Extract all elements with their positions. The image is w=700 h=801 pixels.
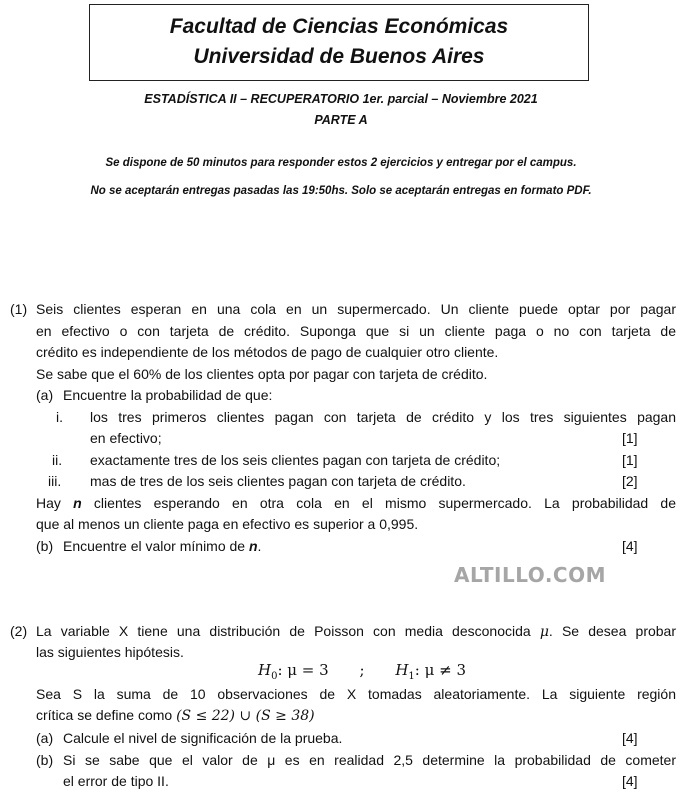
q1-n-variable: n: [73, 495, 82, 511]
q1a-label: (a): [36, 387, 54, 403]
q2-mu-symbol: μ: [539, 624, 549, 640]
q1-n-paragraph-line2: que al menos un cliente paga en efectivo es superior a 0,995.: [36, 516, 419, 532]
q2-paragraph-line1: La variable X tiene una distribución de Poisson con media desconocida μ. Se desea probar: [36, 623, 676, 640]
q1a-item-ii-text: exactamente tres de los seis clientes pagan con tarjeta de crédito;: [90, 452, 501, 468]
instruction-deadline: No se aceptarán entregas pasadas las 19:50hs. Solo se aceptarán entregas en formato PDF.: [90, 185, 592, 197]
q1a-item-iii-text: mas de tres de los seis clientes pagan con tarjeta de crédito.: [90, 473, 466, 489]
q1a-item-iii-number: iii.: [48, 473, 62, 489]
q1-number: (1): [10, 301, 28, 317]
q2-paragraph-line4: crítica se define como (S ≤ 22) ∪ (S ≥ 38): [36, 707, 315, 724]
q2a-text: Calcule el nivel de significación de la prueba.: [63, 730, 343, 746]
q1b-label: (b): [36, 538, 54, 554]
q1-paragraph-line4: Se sabe que el 60% de los clientes opta por pagar con tarjeta de crédito.: [36, 366, 488, 382]
q1a-item-ii-number: ii.: [52, 452, 63, 468]
header-box: [89, 4, 589, 81]
university-name: Universidad de Buenos Aires: [193, 45, 485, 68]
q1b-n-variable: n: [248, 538, 258, 554]
q1-n-paragraph-line1: Hay n clientes esperando en otra cola en el mismo supermercado. La probabilidad de: [36, 495, 676, 511]
q2a-points: [4]: [622, 730, 638, 746]
hypotheses-formula: $H_0$: μ = 3 ; $H_1$: μ ≠ 3: [258, 661, 466, 682]
q1-paragraph-line1: Seis clientes esperan en una cola en un supermercado. Un cliente puede optar por pagar: [36, 301, 676, 317]
q1a-item-iii-points: [2]: [622, 473, 638, 489]
q2b-label: (b): [36, 752, 54, 768]
q1a-text: Encuentre la probabilidad de que:: [63, 387, 273, 403]
q2-number: (2): [10, 623, 28, 639]
q1a-item-ii-points: [1]: [622, 452, 638, 468]
exam-title: ESTADÍSTICA II – RECUPERATORIO 1er. parcial – Noviembre 2021: [144, 92, 538, 106]
q1a-item-i-number: i.: [56, 409, 63, 425]
instruction-time: Se dispone de 50 minutos para responder estos 2 ejercicios y entregar por el campus.: [105, 157, 577, 169]
q2-paragraph-line3: Sea S la suma de 10 observaciones de X tomadas aleatoriamente. La siguiente región: [36, 686, 676, 702]
q2-paragraph-line2: las siguientes hipótesis.: [36, 644, 184, 660]
q1a-item-i-points: [1]: [622, 430, 638, 446]
q2b-text-line1: Si se sabe que el valor de μ es en realidad 2,5 determine la probabilidad de cometer: [63, 752, 676, 768]
watermark-logo: ALTILLO.COM: [454, 563, 607, 587]
faculty-name: Facultad de Ciencias Económicas: [169, 15, 509, 38]
q1a-item-i-text1: los tres primeros clientes pagan con tarjeta de crédito y los tres siguientes pagan: [90, 409, 676, 425]
exam-part: PARTE A: [314, 113, 368, 127]
q1b-text: Encuentre el valor mínimo de n.: [63, 538, 262, 554]
q2a-label: (a): [36, 730, 54, 746]
q2b-text-line2: el error de tipo II.: [63, 773, 169, 789]
critical-region-formula: (S ≤ 22) ∪ (S ≥ 38): [176, 708, 315, 724]
q2b-points: [4]: [622, 773, 638, 789]
q1-paragraph-line3: crédito es independiente de los métodos de pago de cualquier otro cliente.: [36, 344, 499, 360]
q1-paragraph-line2: en efectivo o con tarjeta de crédito. Suponga que si un cliente paga o no con tarjeta de: [36, 323, 676, 339]
q1a-item-i-text2: en efectivo;: [90, 430, 162, 446]
q1b-points: [4]: [622, 538, 638, 554]
